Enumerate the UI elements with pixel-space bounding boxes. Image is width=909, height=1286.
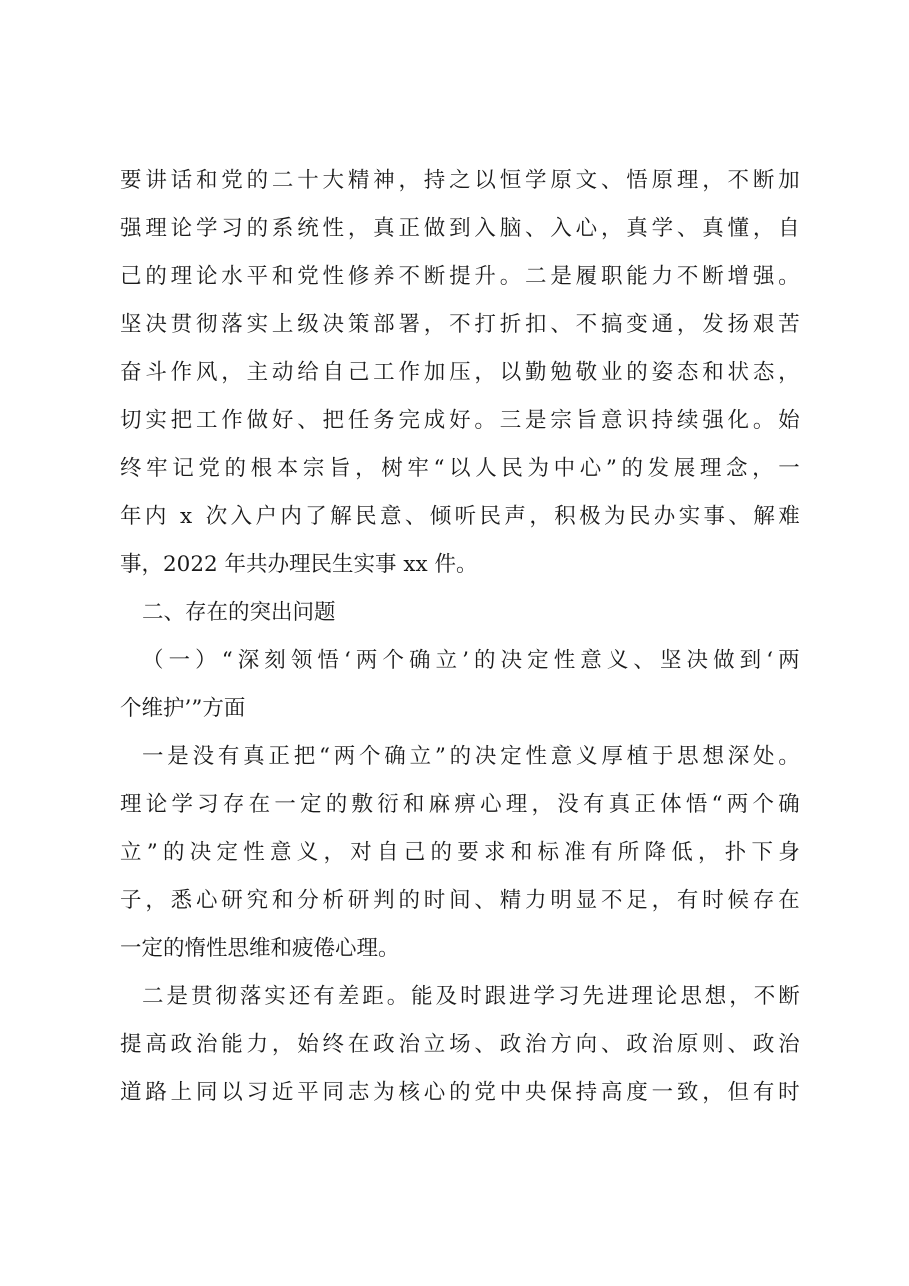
paragraph-line: 道 路 上 同 以 习 近 平 同 志 为 核 心 的 党 中 央 保 持 高 度 一 致 ， 但 有 时: [120, 1080, 800, 1105]
paragraph-line: 切 实 把 工 作 做 好 、 把 任 务 完 成 好 。 三 是 宗 旨 意 识 持 续 强 化 。 始: [120, 408, 800, 433]
section-heading: 二、存在的突出问题: [142, 600, 336, 625]
paragraph-line: 立 ” 的 决 定 性 意 义 ， 对 自 己 的 要 求 和 标 准 有 所 降 低 ， 扑 下 身: [120, 840, 800, 865]
paragraph-line: 年 内 x 次 入 户 内 了 解 民 意 、 倾 听 民 声 ， 积 极 为 民 办 实 事 、 解 难: [120, 504, 800, 529]
paragraph-line: 一 是 没 有 真 正 把 “ 两 个 确 立 ” 的 决 定 性 意 义 厚 植 于 思 想 深 处 。: [142, 744, 800, 769]
paragraph-line: 要 讲 话 和 党 的 二 十 大 精 神 ， 持 之 以 恒 学 原 文 、 悟 原 理 ， 不 断 加: [120, 168, 800, 193]
paragraph-line: 坚 决 贯 彻 落 实 上 级 决 策 部 署 ， 不 打 折 扣 、 不 搞 变 通 ， 发 扬 艰 苦: [120, 312, 800, 337]
paragraph-line: 己 的 理 论 水 平 和 党 性 修 养 不 断 提 升 。 二 是 履 职 能 力 不 断 增 强 。: [120, 264, 800, 289]
paragraph-line: 提 高 政 治 能 力 ， 始 终 在 政 治 立 场 、 政 治 方 向 、 政 治 原 则 、 政 治: [120, 1032, 800, 1057]
document-body: [120, 157, 800, 1117]
paragraph-line: 二 是 贯 彻 落 实 还 有 差 距 。 能 及 时 跟 进 学 习 先 进 理 论 思 想 ， 不 断: [142, 984, 800, 1009]
subsection-heading: （ 一 ） “ 深 刻 领 悟 ‘ 两 个 确 立 ’ 的 决 定 性 意 义 、 坚 决 做 到 ‘ 两: [142, 648, 800, 673]
paragraph-line: 事，2022 年共办理民生实事 xx 件。: [120, 552, 478, 577]
paragraph-line: 理 论 学 习 存 在 一 定 的 敷 衍 和 麻 痹 心 理 ， 没 有 真 正 体 悟 “ 两 个 确: [120, 792, 800, 817]
paragraph-line: 奋 斗 作 风 ， 主 动 给 自 己 工 作 加 压 ， 以 勤 勉 敬 业 的 姿 态 和 状 态 ，: [120, 360, 800, 385]
paragraph-line: 一定的惰性思维和疲倦心理。: [120, 936, 400, 961]
subsection-heading-cont: 个维护’”方面: [120, 696, 246, 721]
paragraph-line: 子 ， 悉 心 研 究 和 分 析 研 判 的 时 间 、 精 力 明 显 不 足 ， 有 时 候 存 在: [120, 888, 800, 913]
paragraph-line: 终 牢 记 党 的 根 本 宗 旨 ， 树 牢 “ 以 人 民 为 中 心 ” 的 发 展 理 念 ， 一: [120, 456, 800, 481]
paragraph-line: 强 理 论 学 习 的 系 统 性 ， 真 正 做 到 入 脑 、 入 心 ， 真 学 、 真 懂 ， 自: [120, 216, 800, 241]
